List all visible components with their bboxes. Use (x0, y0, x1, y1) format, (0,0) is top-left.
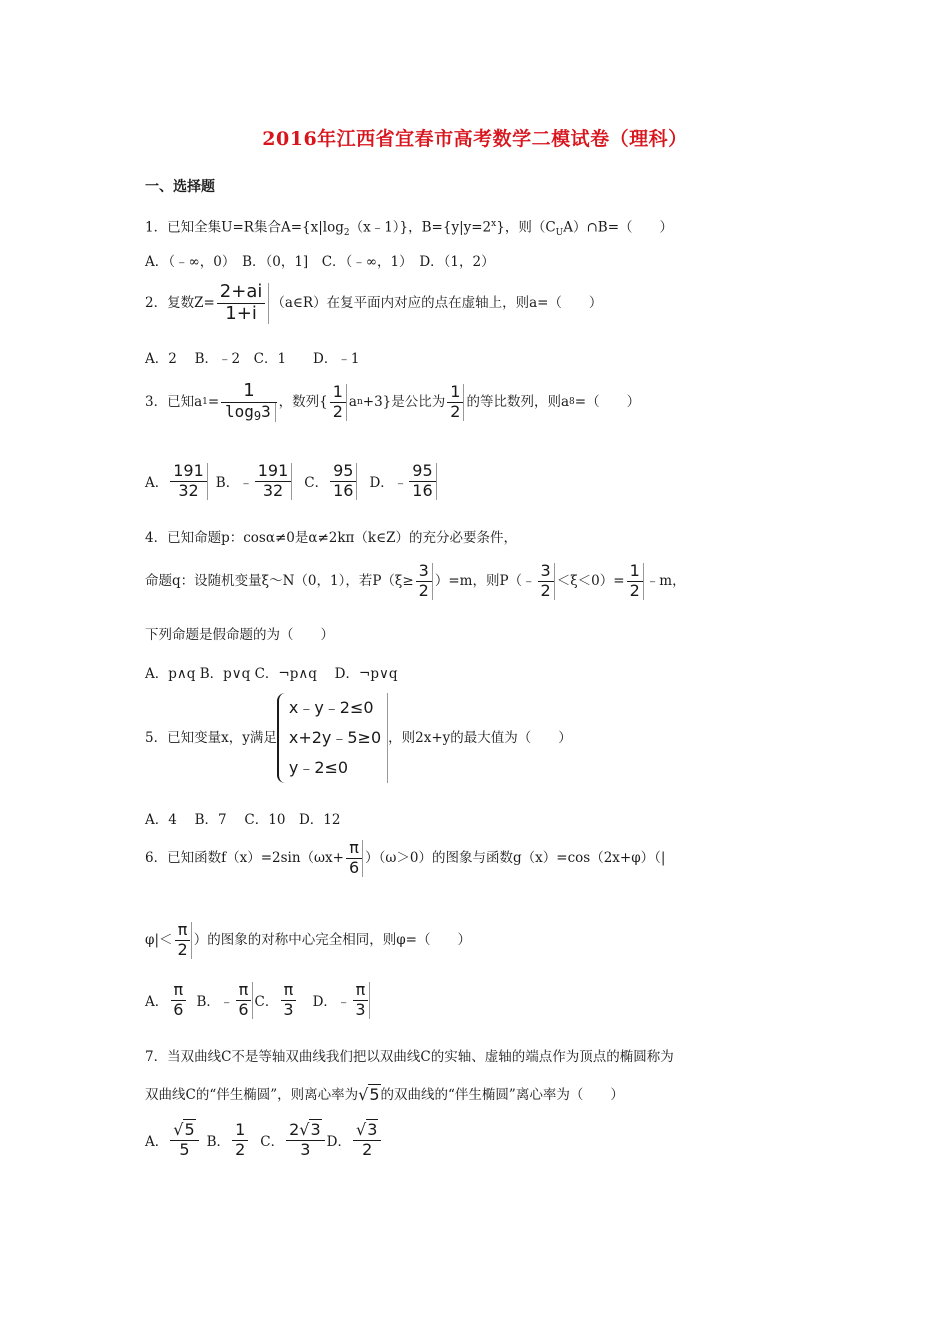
q6-optD-num: π (353, 982, 369, 1001)
q7-line2 (145, 1085, 624, 1105)
q7-optA-rad: 5 (184, 1120, 195, 1139)
q4-f3-num: 1 (627, 563, 643, 582)
q6-optA-label: A． (145, 994, 169, 1011)
q6-optD-label: D．﹣ (312, 994, 351, 1011)
q6-l2-pre: φ|＜ (145, 932, 173, 949)
q3-optD-label: D．﹣ (369, 475, 408, 492)
q1-text3: }，则（C (496, 219, 556, 236)
q4-f2-num: 3 (538, 563, 554, 582)
q3-mid1: ，数列{ (278, 394, 328, 411)
q4-line2 (145, 563, 686, 600)
q6-line1 (145, 840, 665, 877)
q3-optD-num: 95 (409, 463, 435, 482)
q3-ratio-num: 1 (447, 384, 463, 403)
q1-text: 1．已知全集U=R集合A={x|log (145, 219, 344, 236)
q3-post: =（ ） (574, 394, 641, 411)
q3-optD (409, 463, 436, 500)
q6-two: 2 (177, 939, 188, 959)
q4-l2-mid: ）=m，则P（﹣ (434, 573, 536, 590)
q4-line3: 下列命题是假命题的为（ ） (145, 627, 334, 643)
q6-pre: 6．已知函数f（x）=2sin（ωx+ (145, 850, 344, 867)
q6-pi-over-2 (175, 922, 192, 959)
q5-constraint-1: x﹣y﹣2≤0 (288, 698, 374, 717)
q3-log-base: 9 (253, 408, 262, 423)
q7-optD: $\frac{√3}{2}$ (353, 1122, 381, 1159)
q3-half-den: 2 (332, 401, 343, 421)
q3-log: log (225, 401, 254, 421)
q1-sub2: U (555, 228, 564, 239)
q3-optC-den: 16 (333, 480, 354, 500)
q4-frac1 (416, 563, 433, 600)
q6-optC-num: π (281, 982, 297, 1001)
q3-a1-num: 1 (221, 382, 276, 403)
q2-post: （a∈R）在复平面内对应的点在虚轴上，则a=（ ） (271, 295, 603, 312)
q7-options (145, 1122, 383, 1159)
q6-optC-label: C． (254, 994, 279, 1011)
q3-optD-den: 16 (412, 480, 433, 500)
q3-optA (170, 463, 208, 500)
q6-optD (352, 982, 369, 1019)
q5-constraint-system (277, 693, 388, 783)
q6-l2-post: ）的图象的对称中心完全相同，则φ=（ ） (193, 932, 471, 949)
q7-optD-rad: 3 (367, 1120, 378, 1139)
q5-constraint-3: y﹣2≤0 (288, 758, 349, 777)
q7-optD-den: 2 (362, 1139, 373, 1159)
q4-l2-pre: 命题q：设随机变量ξ～N（0，1），若P（ξ≥ (145, 573, 414, 590)
q6-optC-den: 3 (283, 999, 294, 1019)
q3-options (145, 463, 439, 500)
q3-optA-label: A． (145, 475, 169, 492)
q2-fraction (217, 283, 270, 324)
q3-pre: 3．已知a (145, 394, 203, 411)
q6-pi: π (346, 840, 362, 859)
q5-options: A．4 B．7 C．10 D．12 (145, 812, 341, 828)
question-2 (145, 283, 602, 324)
q3-optB (255, 463, 293, 500)
q6-mid: ）（ω＞0）的图象与函数g（x）=cos（2x+φ）（| (365, 850, 666, 867)
q6-optA-num: π (171, 982, 187, 1001)
q6-optD-den: 3 (355, 999, 366, 1019)
q1-sub: 2 (343, 228, 350, 239)
q7-optA-den: 5 (179, 1139, 190, 1159)
q3-optC-label: C． (304, 475, 329, 492)
q6-optB-den: 6 (238, 999, 249, 1019)
q7-optA: $\frac{√5}{5}$ (170, 1122, 198, 1159)
q7-optB (232, 1122, 248, 1159)
q4-f1-num: 3 (416, 563, 432, 582)
q6-optC (280, 982, 296, 1019)
q7-optC-coef: 2 (289, 1120, 300, 1139)
q3-a1-den (222, 403, 276, 423)
q3-ratio-den: 2 (450, 401, 461, 421)
q6-optB (235, 982, 252, 1019)
q7-optD-label: D． (326, 1134, 351, 1151)
q4-f3-den: 2 (629, 580, 640, 600)
q6-pi2: π (175, 922, 191, 941)
q7-line1: 7．当双曲线C不是等轴双曲线我们把以双曲线C的实轴、虚轴的端点作为顶点的椭圆称为 (145, 1049, 674, 1065)
q3-mid4: 的等比数列，则a (466, 394, 570, 411)
q6-optA (170, 982, 186, 1019)
q3-mid2: a (348, 394, 357, 411)
q7-optC: $\frac{2√3}{3}$ (286, 1122, 325, 1159)
q6-optB-num: π (236, 982, 252, 1001)
q4-l2-post: ﹣m， (645, 573, 686, 590)
q3-half-num: 1 (330, 384, 346, 403)
q3-ratio-fraction (447, 381, 464, 421)
q5-constraint-2: x+2y﹣5≥0 (288, 728, 382, 747)
q3-mid3: +3}是公比为 (362, 394, 446, 411)
question-5 (145, 693, 572, 783)
q3-optA-den: 32 (178, 480, 199, 500)
q4-frac2 (538, 563, 555, 600)
q5-brace (277, 693, 287, 783)
q2-den: 1+i (225, 302, 257, 324)
q1-text2: （x﹣1）}，B={y|y=2 (349, 219, 492, 236)
q7-optB-num: 1 (232, 1122, 248, 1141)
q6-six: 6 (348, 857, 360, 877)
q7-optB-label: B． (206, 1134, 231, 1151)
q2-num: 2+ai (217, 283, 266, 304)
q5-post: ，则2x+y的最大值为（ ） (388, 730, 572, 746)
q3-a1-fraction (221, 382, 276, 422)
q4-f2-den: 2 (540, 580, 551, 600)
q7-optC-rad: 3 (310, 1120, 321, 1139)
q2-pre: 2．复数Z= (145, 295, 215, 312)
q6-options (145, 982, 372, 1019)
q6-optB-label: B．﹣ (196, 994, 234, 1011)
q3-optB-den: 32 (262, 480, 284, 500)
q7-optA-label: A． (145, 1134, 169, 1151)
q3-eq: = (207, 394, 220, 411)
q2-options: A．2 B．﹣2 C．1 D．﹣1 (145, 351, 360, 367)
q7-sqrt5-rad: 5 (369, 1085, 380, 1104)
q3-half-fraction (330, 381, 347, 421)
q7-l2-post: 的双曲线的“伴生椭圆”离心率为（ ） (380, 1087, 624, 1103)
q4-f1-den: 2 (418, 580, 429, 600)
q3-log-arg: 3 (261, 401, 271, 421)
q7-optC-den: 3 (300, 1139, 311, 1159)
q4-l2-mid2: ＜ξ＜0）= (556, 573, 625, 590)
q7-l2-pre: 双曲线C的“伴生椭圆”，则离心率为 (145, 1087, 359, 1103)
q3-optB-label: B．﹣ (215, 475, 253, 492)
q6-line2 (145, 922, 471, 959)
q3-subn: n (356, 397, 363, 408)
q3-optA-num: 191 (170, 463, 207, 482)
q4-frac3 (627, 563, 644, 600)
q3-optC-num: 95 (330, 463, 356, 482)
q3-optC (330, 463, 357, 500)
q6-pi-over-6 (346, 840, 363, 877)
q1-sup: x (491, 219, 497, 229)
question-3 (145, 382, 640, 422)
q1-text4: A）∩B=（ ） (563, 219, 674, 236)
q7-sqrt5: √5 (358, 1085, 380, 1104)
question-1 (145, 214, 673, 243)
q1-options: A．（﹣∞，0） B．（0，1] C．（﹣∞，1） D．（1，2） (145, 254, 495, 270)
q3-optB-num: 191 (255, 463, 292, 482)
q7-optB-den: 2 (235, 1139, 246, 1159)
q5-pre: 5．已知变量x，y满足 (145, 730, 277, 746)
section-heading: 一、选择题 (145, 179, 215, 195)
q3-sub1: 1 (202, 397, 208, 408)
q6-optA-den: 6 (173, 999, 184, 1019)
page-title: 2016年江西省宜春市高考数学二模试卷（理科） (262, 128, 688, 150)
q3-sub8: 8 (569, 397, 575, 408)
q4-options: A．p∧q B．p∨q C．¬p∧q D．¬p∨q (145, 666, 398, 682)
q7-optC-label: C． (260, 1134, 285, 1151)
q4-line1: 4．已知命题p：cosα≠0是α≠2kπ（k∈Z）的充分必要条件， (145, 530, 517, 546)
